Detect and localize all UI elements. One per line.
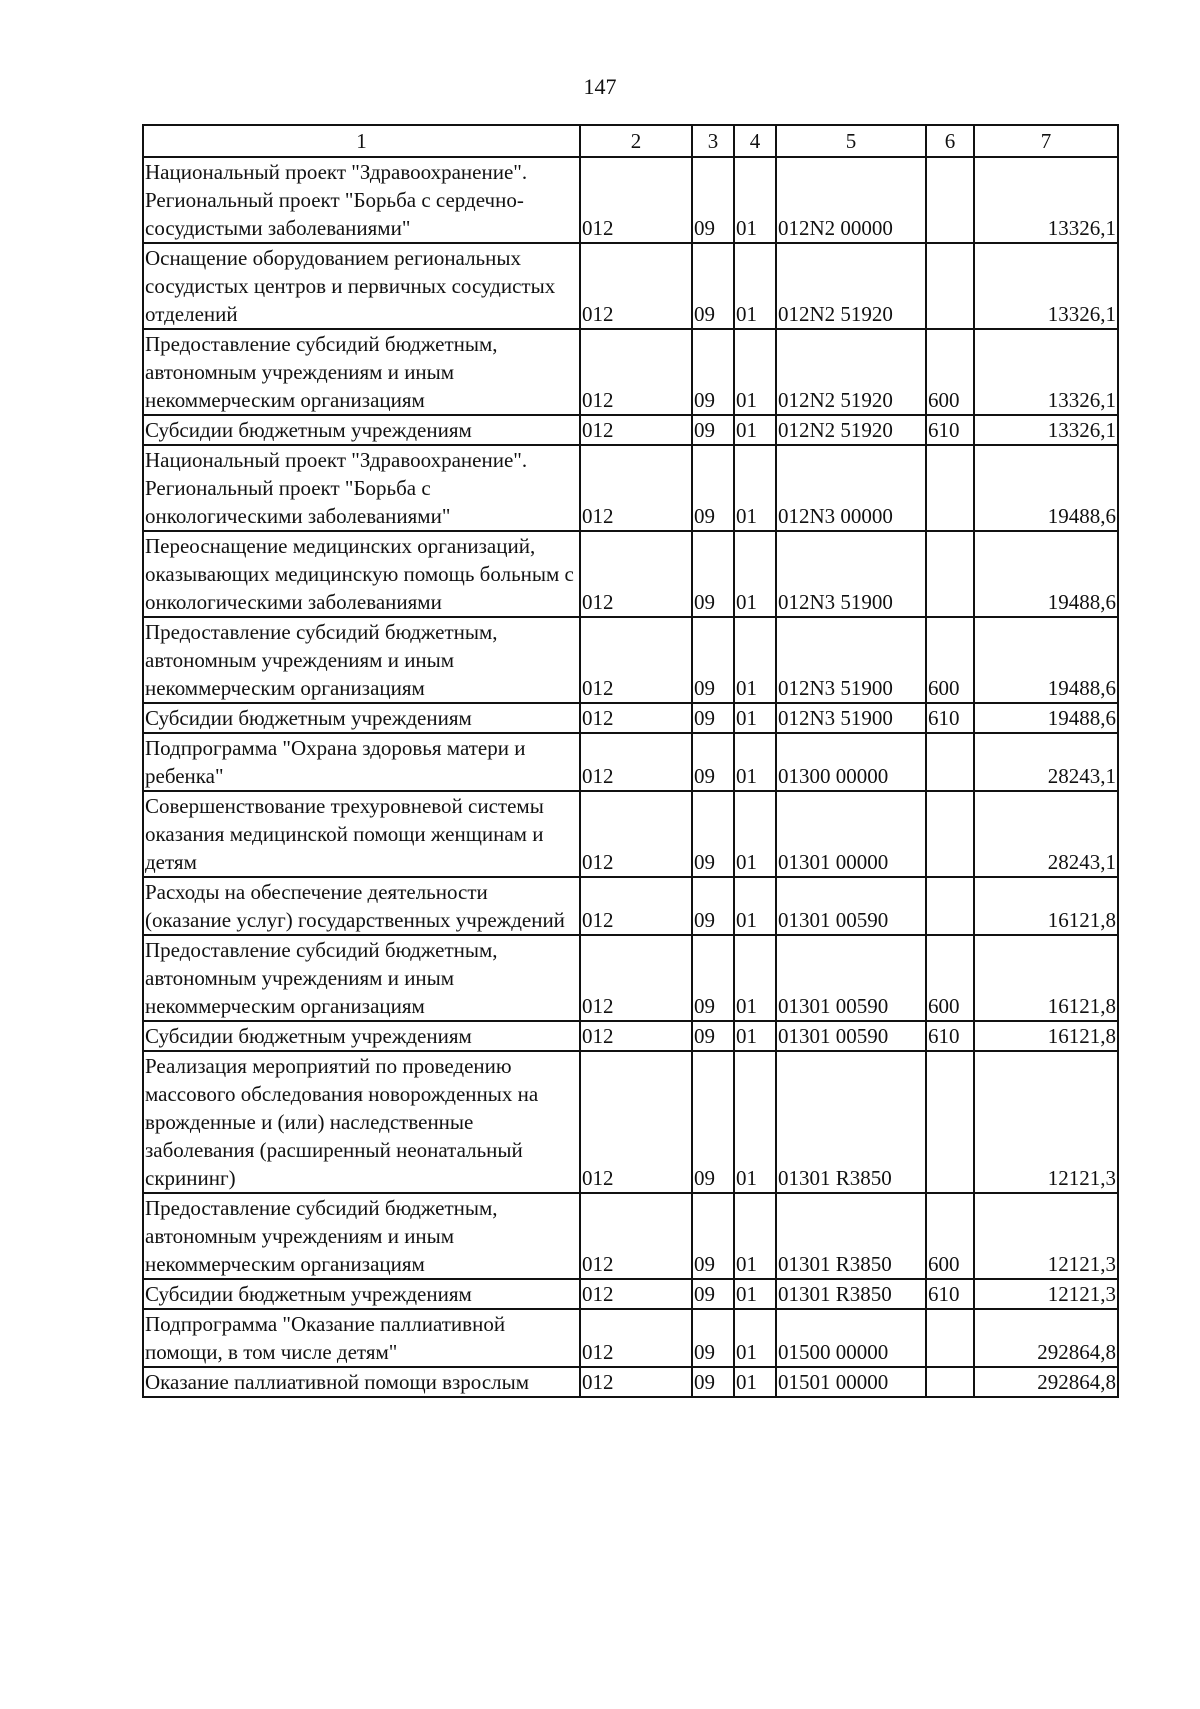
cell-amount: 16121,8 xyxy=(974,877,1118,935)
cell-expense-type xyxy=(926,445,974,531)
cell-target-code: 01501 00000 xyxy=(776,1367,926,1397)
cell-target-code: 012N2 51920 xyxy=(776,415,926,445)
cell-subsection: 01 xyxy=(734,157,776,243)
cell-admin-code: 012 xyxy=(580,791,692,877)
cell-name: Субсидии бюджетным учреждениям xyxy=(143,1279,580,1309)
cell-name: Оказание паллиативной помощи взрослым xyxy=(143,1367,580,1397)
cell-target-code: 012N2 51920 xyxy=(776,329,926,415)
cell-name: Национальный проект "Здравоохранение". Региональный проект "Борьба с сердечно-сосудистыми заболеваниями" xyxy=(143,157,580,243)
cell-section: 09 xyxy=(692,1367,734,1397)
table-row xyxy=(143,877,1118,935)
cell-target-code: 01301 00590 xyxy=(776,935,926,1021)
cell-target-code: 012N3 00000 xyxy=(776,445,926,531)
cell-name: Субсидии бюджетным учреждениям xyxy=(143,703,580,733)
cell-expense-type xyxy=(926,1367,974,1397)
table-body xyxy=(143,157,1118,1397)
cell-section: 09 xyxy=(692,415,734,445)
cell-expense-type: 600 xyxy=(926,617,974,703)
cell-admin-code: 012 xyxy=(580,415,692,445)
cell-target-code: 012N3 51900 xyxy=(776,617,926,703)
cell-target-code: 012N2 00000 xyxy=(776,157,926,243)
cell-subsection: 01 xyxy=(734,935,776,1021)
cell-admin-code: 012 xyxy=(580,1193,692,1279)
cell-admin-code: 012 xyxy=(580,935,692,1021)
cell-expense-type xyxy=(926,243,974,329)
table-row xyxy=(143,243,1118,329)
cell-subsection: 01 xyxy=(734,1051,776,1193)
cell-section: 09 xyxy=(692,157,734,243)
cell-name: Национальный проект "Здравоохранение". Региональный проект "Борьба с онкологическими заболеваниями" xyxy=(143,445,580,531)
cell-admin-code: 012 xyxy=(580,617,692,703)
cell-name: Субсидии бюджетным учреждениям xyxy=(143,1021,580,1051)
cell-target-code: 01300 00000 xyxy=(776,733,926,791)
cell-subsection: 01 xyxy=(734,877,776,935)
table-row xyxy=(143,415,1118,445)
cell-expense-type: 600 xyxy=(926,935,974,1021)
table-row xyxy=(143,1051,1118,1193)
cell-amount: 13326,1 xyxy=(974,157,1118,243)
cell-name: Реализация мероприятий по проведению массового обследования новорожденных на врожденные и (или) наследственные заболевания (расширенный неонатальный скрининг) xyxy=(143,1051,580,1193)
table-row xyxy=(143,791,1118,877)
table-row xyxy=(143,1309,1118,1367)
cell-admin-code: 012 xyxy=(580,877,692,935)
header-col-6: 6 xyxy=(926,125,974,157)
cell-admin-code: 012 xyxy=(580,703,692,733)
cell-name: Субсидии бюджетным учреждениям xyxy=(143,415,580,445)
cell-amount: 16121,8 xyxy=(974,935,1118,1021)
cell-section: 09 xyxy=(692,703,734,733)
table-row xyxy=(143,445,1118,531)
table-row xyxy=(143,1021,1118,1051)
cell-amount: 19488,6 xyxy=(974,703,1118,733)
table-row xyxy=(143,1193,1118,1279)
cell-expense-type xyxy=(926,733,974,791)
table-row xyxy=(143,703,1118,733)
cell-amount: 13326,1 xyxy=(974,415,1118,445)
cell-admin-code: 012 xyxy=(580,1051,692,1193)
cell-subsection: 01 xyxy=(734,1193,776,1279)
cell-section: 09 xyxy=(692,531,734,617)
cell-admin-code: 012 xyxy=(580,1279,692,1309)
cell-target-code: 01301 00000 xyxy=(776,791,926,877)
cell-expense-type xyxy=(926,157,974,243)
cell-expense-type xyxy=(926,531,974,617)
cell-subsection: 01 xyxy=(734,329,776,415)
cell-amount: 19488,6 xyxy=(974,531,1118,617)
cell-name: Оснащение оборудованием региональных сосудистых центров и первичных сосудистых отделений xyxy=(143,243,580,329)
table-row xyxy=(143,157,1118,243)
cell-subsection: 01 xyxy=(734,1367,776,1397)
cell-admin-code: 012 xyxy=(580,1021,692,1051)
cell-subsection: 01 xyxy=(734,791,776,877)
cell-target-code: 01301 00590 xyxy=(776,877,926,935)
table-header xyxy=(143,125,1118,157)
header-col-2: 2 xyxy=(580,125,692,157)
cell-target-code: 01301 R3850 xyxy=(776,1051,926,1193)
header-col-5: 5 xyxy=(776,125,926,157)
cell-target-code: 01301 R3850 xyxy=(776,1193,926,1279)
cell-name: Предоставление субсидий бюджетным, автономным учреждениям и иным некоммерческим организациям xyxy=(143,329,580,415)
cell-section: 09 xyxy=(692,243,734,329)
header-col-7: 7 xyxy=(974,125,1118,157)
table-row xyxy=(143,329,1118,415)
cell-name: Подпрограмма "Оказание паллиативной помощи, в том числе детям" xyxy=(143,1309,580,1367)
cell-expense-type: 610 xyxy=(926,415,974,445)
budget-table xyxy=(142,124,1119,1398)
cell-target-code: 01500 00000 xyxy=(776,1309,926,1367)
cell-subsection: 01 xyxy=(734,531,776,617)
cell-amount: 19488,6 xyxy=(974,445,1118,531)
cell-subsection: 01 xyxy=(734,1021,776,1051)
cell-expense-type xyxy=(926,877,974,935)
cell-expense-type: 610 xyxy=(926,1279,974,1309)
cell-admin-code: 012 xyxy=(580,243,692,329)
cell-amount: 12121,3 xyxy=(974,1279,1118,1309)
cell-target-code: 012N2 51920 xyxy=(776,243,926,329)
cell-section: 09 xyxy=(692,617,734,703)
cell-section: 09 xyxy=(692,445,734,531)
cell-expense-type xyxy=(926,791,974,877)
cell-subsection: 01 xyxy=(734,445,776,531)
table-row xyxy=(143,935,1118,1021)
cell-admin-code: 012 xyxy=(580,329,692,415)
cell-expense-type: 610 xyxy=(926,1021,974,1051)
header-col-1: 1 xyxy=(143,125,580,157)
header-col-3: 3 xyxy=(692,125,734,157)
cell-name: Переоснащение медицинских организаций, оказывающих медицинскую помощь больным с онкологическими заболеваниями xyxy=(143,531,580,617)
cell-name: Предоставление субсидий бюджетным, автономным учреждениям и иным некоммерческим организациям xyxy=(143,935,580,1021)
cell-section: 09 xyxy=(692,877,734,935)
cell-admin-code: 012 xyxy=(580,733,692,791)
cell-admin-code: 012 xyxy=(580,1309,692,1367)
cell-subsection: 01 xyxy=(734,617,776,703)
cell-target-code: 012N3 51900 xyxy=(776,703,926,733)
table-row xyxy=(143,1279,1118,1309)
cell-name: Предоставление субсидий бюджетным, автономным учреждениям и иным некоммерческим организациям xyxy=(143,617,580,703)
cell-target-code: 01301 00590 xyxy=(776,1021,926,1051)
cell-expense-type xyxy=(926,1309,974,1367)
cell-section: 09 xyxy=(692,791,734,877)
cell-amount: 19488,6 xyxy=(974,617,1118,703)
cell-amount: 292864,8 xyxy=(974,1367,1118,1397)
cell-section: 09 xyxy=(692,1021,734,1051)
page-number: 147 xyxy=(583,74,617,99)
cell-subsection: 01 xyxy=(734,1279,776,1309)
cell-section: 09 xyxy=(692,1279,734,1309)
table-row xyxy=(143,1367,1118,1397)
cell-admin-code: 012 xyxy=(580,157,692,243)
cell-expense-type xyxy=(926,1051,974,1193)
cell-amount: 28243,1 xyxy=(974,733,1118,791)
cell-section: 09 xyxy=(692,1051,734,1193)
cell-subsection: 01 xyxy=(734,1309,776,1367)
cell-name: Расходы на обеспечение деятельности (оказание услуг) государственных учреждений xyxy=(143,877,580,935)
table-row xyxy=(143,531,1118,617)
cell-target-code: 01301 R3850 xyxy=(776,1279,926,1309)
cell-expense-type: 600 xyxy=(926,1193,974,1279)
cell-amount: 13326,1 xyxy=(974,329,1118,415)
header-row xyxy=(143,125,1118,157)
cell-amount: 13326,1 xyxy=(974,243,1118,329)
cell-amount: 292864,8 xyxy=(974,1309,1118,1367)
cell-section: 09 xyxy=(692,1309,734,1367)
cell-subsection: 01 xyxy=(734,243,776,329)
cell-section: 09 xyxy=(692,733,734,791)
cell-admin-code: 012 xyxy=(580,445,692,531)
cell-expense-type: 610 xyxy=(926,703,974,733)
cell-amount: 28243,1 xyxy=(974,791,1118,877)
cell-expense-type: 600 xyxy=(926,329,974,415)
table-row xyxy=(143,617,1118,703)
cell-amount: 12121,3 xyxy=(974,1193,1118,1279)
cell-target-code: 012N3 51900 xyxy=(776,531,926,617)
cell-subsection: 01 xyxy=(734,733,776,791)
cell-subsection: 01 xyxy=(734,703,776,733)
cell-name: Предоставление субсидий бюджетным, автономным учреждениям и иным некоммерческим организациям xyxy=(143,1193,580,1279)
cell-amount: 16121,8 xyxy=(974,1021,1118,1051)
cell-subsection: 01 xyxy=(734,415,776,445)
cell-section: 09 xyxy=(692,935,734,1021)
cell-admin-code: 012 xyxy=(580,1367,692,1397)
cell-name: Подпрограмма "Охрана здоровья матери и ребенка" xyxy=(143,733,580,791)
table-row xyxy=(143,733,1118,791)
cell-section: 09 xyxy=(692,1193,734,1279)
cell-name: Совершенствование трехуровневой системы оказания медицинской помощи женщинам и детям xyxy=(143,791,580,877)
cell-section: 09 xyxy=(692,329,734,415)
cell-amount: 12121,3 xyxy=(974,1051,1118,1193)
header-col-4: 4 xyxy=(734,125,776,157)
cell-admin-code: 012 xyxy=(580,531,692,617)
